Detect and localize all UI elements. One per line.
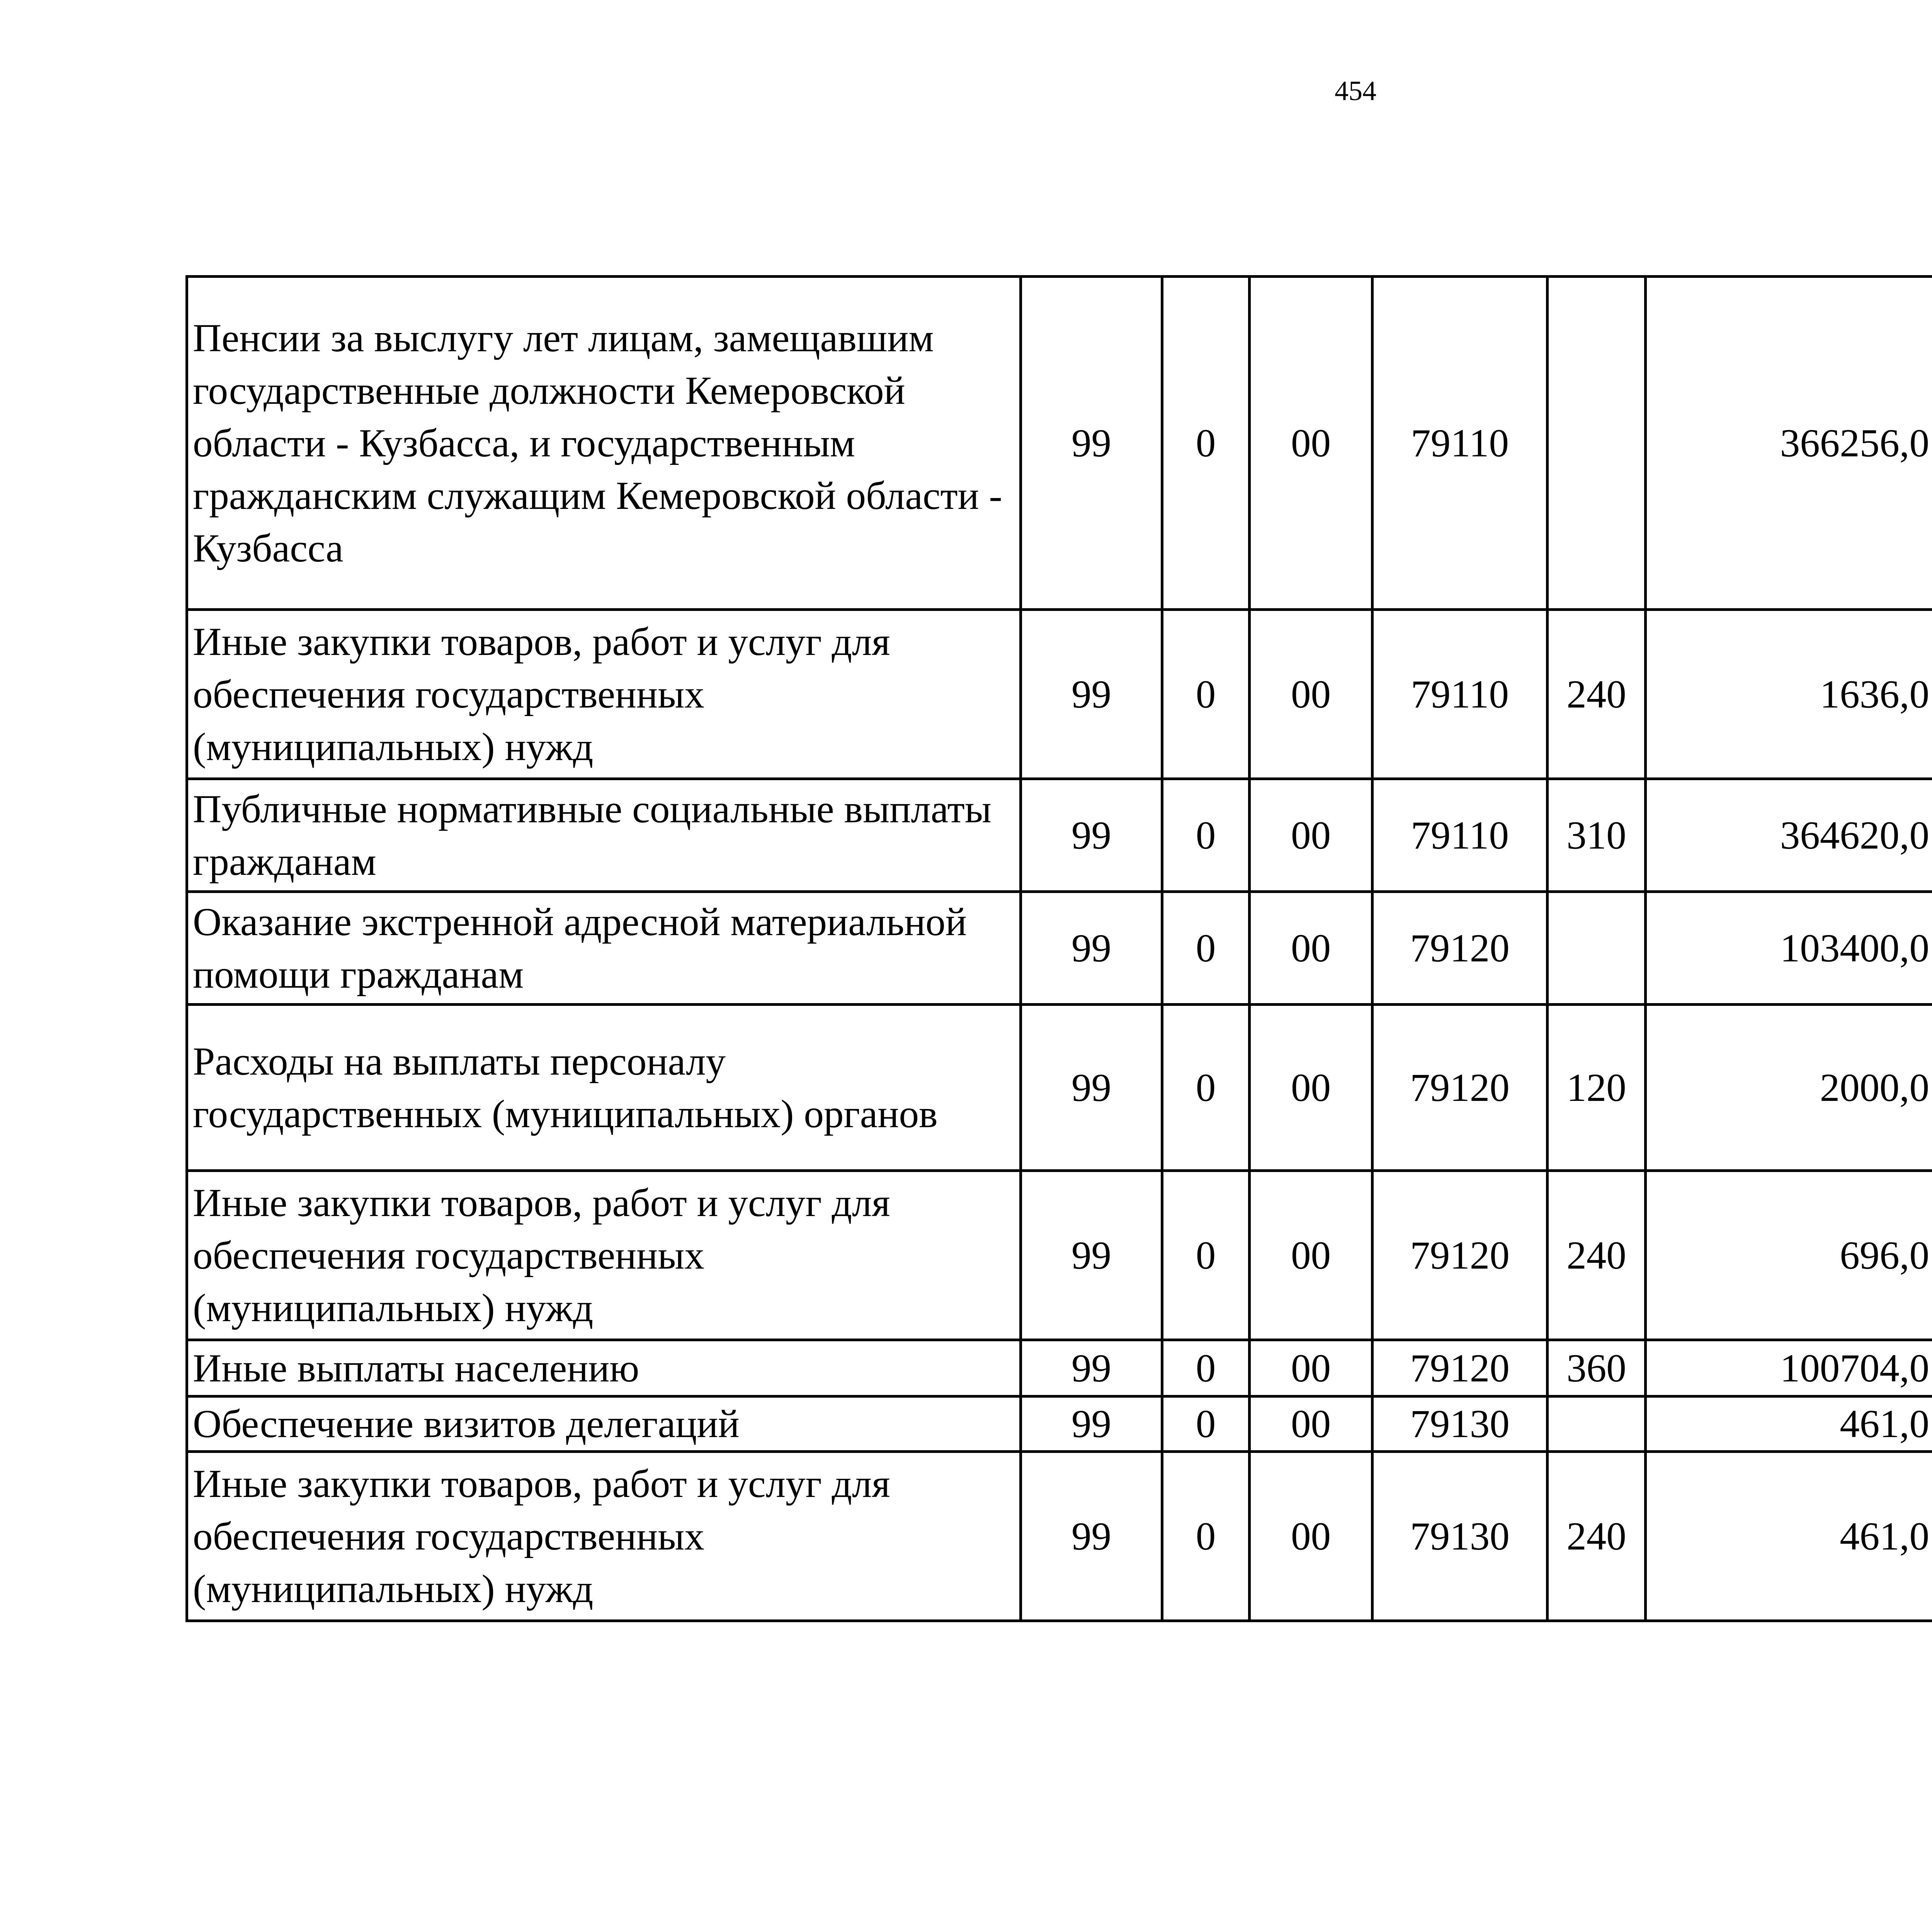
amount-cell: 366256,0 <box>1646 277 1932 610</box>
code-cell <box>1548 1397 1646 1452</box>
amount-cell: 461,0 <box>1646 1397 1932 1452</box>
row-name: Обеспечение визитов делегаций <box>187 1397 1021 1452</box>
table-row <box>187 610 1932 779</box>
amount-cell: 461,0 <box>1646 1452 1932 1621</box>
code-cell: 0 <box>1162 892 1250 1005</box>
code-cell: 00 <box>1250 1171 1372 1340</box>
amount-cell: 103400,0 <box>1646 892 1932 1005</box>
code-cell: 240 <box>1548 1171 1646 1340</box>
row-name: Расходы на выплаты персоналу государственных (муниципальных) органов <box>187 1005 1021 1171</box>
code-cell: 00 <box>1250 779 1372 892</box>
code-cell: 79120 <box>1372 1340 1548 1397</box>
row-name: Иные выплаты населению <box>187 1340 1021 1397</box>
code-cell: 0 <box>1162 1005 1250 1171</box>
code-cell: 310 <box>1548 779 1646 892</box>
code-cell: 79130 <box>1372 1452 1548 1621</box>
code-cell: 00 <box>1250 1005 1372 1171</box>
table-row <box>187 1005 1932 1171</box>
code-cell: 99 <box>1021 1340 1162 1397</box>
code-cell: 79120 <box>1372 892 1548 1005</box>
table-row <box>187 1397 1932 1452</box>
code-cell: 79110 <box>1372 277 1548 610</box>
code-cell: 79110 <box>1372 779 1548 892</box>
table-row <box>187 277 1932 610</box>
code-cell: 0 <box>1162 779 1250 892</box>
table-row <box>187 1340 1932 1397</box>
table-row <box>187 1452 1932 1621</box>
code-cell: 0 <box>1162 277 1250 610</box>
code-cell: 99 <box>1021 1452 1162 1621</box>
code-cell: 0 <box>1162 1452 1250 1621</box>
amount-cell: 696,0 <box>1646 1171 1932 1340</box>
code-cell: 00 <box>1250 277 1372 610</box>
code-cell: 0 <box>1162 1340 1250 1397</box>
code-cell: 240 <box>1548 610 1646 779</box>
code-cell: 0 <box>1162 1397 1250 1452</box>
code-cell: 99 <box>1021 892 1162 1005</box>
code-cell: 00 <box>1250 892 1372 1005</box>
code-cell: 79110 <box>1372 610 1548 779</box>
code-cell: 120 <box>1548 1005 1646 1171</box>
page-number: 454 <box>1335 75 1376 106</box>
code-cell: 0 <box>1162 610 1250 779</box>
amount-cell: 364620,0 <box>1646 779 1932 892</box>
code-cell: 0 <box>1162 1171 1250 1340</box>
table-row <box>187 892 1932 1005</box>
code-cell: 99 <box>1021 1005 1162 1171</box>
code-cell: 99 <box>1021 1397 1162 1452</box>
code-cell: 00 <box>1250 610 1372 779</box>
code-cell: 00 <box>1250 1452 1372 1621</box>
code-cell <box>1548 892 1646 1005</box>
amount-cell: 100704,0 <box>1646 1340 1932 1397</box>
row-name: Оказание экстренной адресной материальной помощи гражданам <box>187 892 1021 1005</box>
budget-table <box>185 275 1932 1622</box>
code-cell: 99 <box>1021 610 1162 779</box>
code-cell: 99 <box>1021 1171 1162 1340</box>
code-cell: 360 <box>1548 1340 1646 1397</box>
code-cell: 79130 <box>1372 1397 1548 1452</box>
row-name: Иные закупки товаров, работ и услуг для обеспечения государственных (муниципальных) нужд <box>187 610 1021 779</box>
row-name: Иные закупки товаров, работ и услуг для обеспечения государственных (муниципальных) нужд <box>187 1452 1021 1621</box>
code-cell: 99 <box>1021 779 1162 892</box>
row-name: Пенсии за выслугу лет лицам, замещавшим государственные должности Кемеровской области - Кузбасса, и государственным гражданским служащим Кемеровской области - Кузбасса <box>187 277 1021 610</box>
code-cell: 240 <box>1548 1452 1646 1621</box>
row-name: Иные закупки товаров, работ и услуг для обеспечения государственных (муниципальных) нужд <box>187 1171 1021 1340</box>
code-cell: 99 <box>1021 277 1162 610</box>
table-row <box>187 779 1932 892</box>
row-name: Публичные нормативные социальные выплаты гражданам <box>187 779 1021 892</box>
code-cell <box>1548 277 1646 610</box>
amount-cell: 1636,0 <box>1646 610 1932 779</box>
amount-cell: 2000,0 <box>1646 1005 1932 1171</box>
table-row <box>187 1171 1932 1340</box>
code-cell: 79120 <box>1372 1171 1548 1340</box>
code-cell: 00 <box>1250 1340 1372 1397</box>
code-cell: 79120 <box>1372 1005 1548 1171</box>
code-cell: 00 <box>1250 1397 1372 1452</box>
